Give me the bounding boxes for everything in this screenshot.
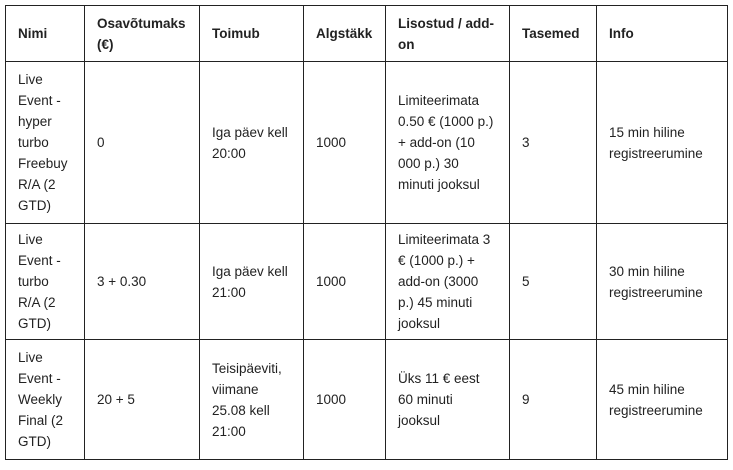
cell-info: 15 min hiline registreerumine [597, 62, 728, 224]
cell-starting-stack: 1000 [304, 340, 386, 460]
cell-rebuys-addon: Limiteerimata 3 € (1000 p.) + add-on (3000 p.) 45 minuti jooksul [386, 224, 510, 340]
cell-starting-stack: 1000 [304, 224, 386, 340]
table-row [6, 224, 728, 340]
cell-levels: 3 [510, 62, 597, 224]
header-row [6, 6, 728, 62]
table-row [6, 340, 728, 460]
cell-schedule: Iga päev kell 20:00 [200, 62, 304, 224]
cell-rebuys-addon: Üks 11 € eest 60 minuti jooksul [386, 340, 510, 460]
header-name: Nimi [6, 6, 85, 62]
header-info: Info [597, 6, 728, 62]
header-levels: Tasemed [510, 6, 597, 62]
cell-schedule: Iga päev kell 21:00 [200, 224, 304, 340]
cell-levels: 9 [510, 340, 597, 460]
cell-name: Live Event - Weekly Final (2 GTD) [6, 340, 85, 460]
tournament-table [5, 5, 728, 460]
cell-entry-fee: 20 + 5 [85, 340, 200, 460]
cell-info: 45 min hiline registreerumine [597, 340, 728, 460]
table-row [6, 62, 728, 224]
cell-schedule: Teisipäeviti, viimane 25.08 kell 21:00 [200, 340, 304, 460]
header-rebuys-addon: Lisostud / add-on [386, 6, 510, 62]
header-starting-stack: Algstäkk [304, 6, 386, 62]
header-schedule: Toimub [200, 6, 304, 62]
cell-starting-stack: 1000 [304, 62, 386, 224]
cell-name: Live Event - turbo R/A (2 GTD) [6, 224, 85, 340]
cell-entry-fee: 3 + 0.30 [85, 224, 200, 340]
cell-info: 30 min hiline registreerumine [597, 224, 728, 340]
cell-name: Live Event - hyper turbo Freebuy R/A (2 GTD) [6, 62, 85, 224]
cell-rebuys-addon: Limiteerimata 0.50 € (1000 p.) + add-on (10 000 p.) 30 minuti jooksul [386, 62, 510, 224]
cell-levels: 5 [510, 224, 597, 340]
cell-entry-fee: 0 [85, 62, 200, 224]
header-entry-fee: Osavõtumaks (€) [85, 6, 200, 62]
